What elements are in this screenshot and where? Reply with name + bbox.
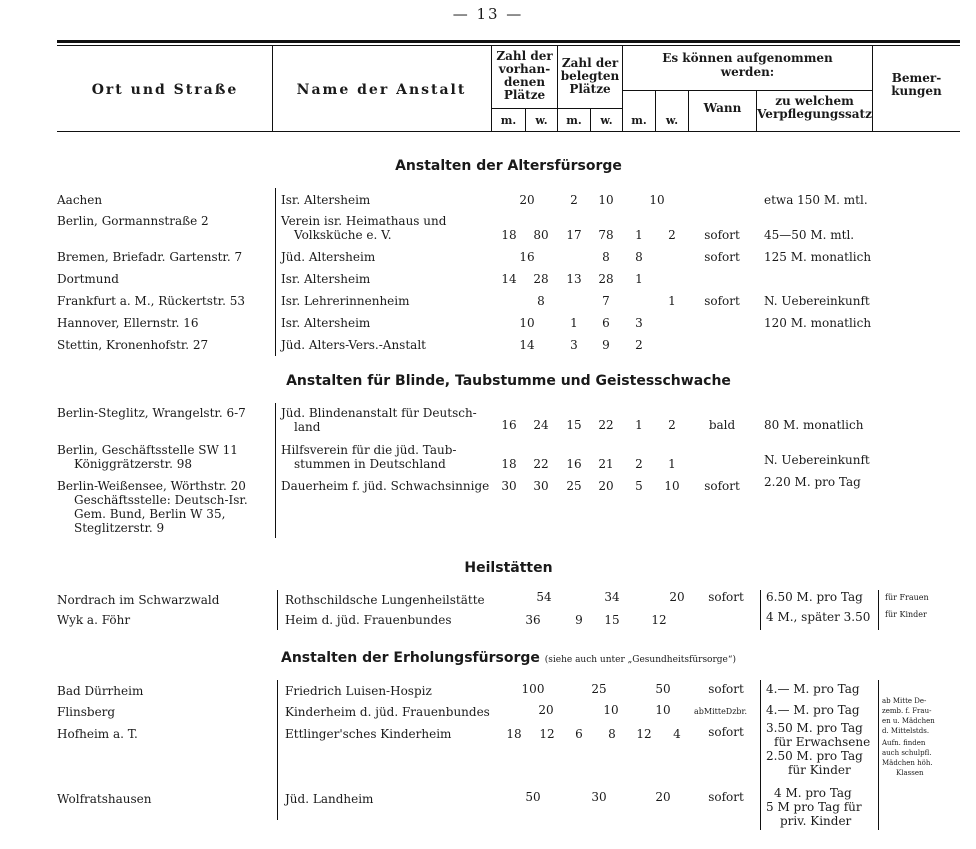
row-hannover-a-m: 3 [635,316,643,330]
bem-line: Aufn. finden [882,739,926,747]
row-dortmund-b-m: 13 [566,272,582,286]
row-geschaeftsstelle-v-m: 18 [501,457,517,471]
row-steglitz-b-w: 22 [598,418,614,432]
row-dortmund-v-w: 28 [533,272,549,286]
row-wolfratshausen-vorhanden: 50 [525,790,541,804]
header-aufnahme-1: Es können aufgenommen [662,51,833,65]
row-steglitz-satz: 80 M. monatlich [764,418,864,432]
row-dortmund-a-m: 1 [635,272,643,286]
row-dortmund-name: Isr. Altersheim [281,272,371,286]
bem-line: en u. Mädchen [882,717,935,725]
row-duerrheim-ort: Bad Dürrheim [57,684,144,698]
row-bremen-vorhanden: 16 [519,250,535,264]
row-geschaeftsstelle-a-w: 1 [668,457,676,471]
header-aufnahme-2: werden: [720,65,775,79]
row-berlin-gormann-name-1: Verein isr. Heimathaus und [281,214,447,228]
row-duerrheim-aufnahme: 50 [655,682,671,696]
header-ort: Ort und Straße [91,82,239,98]
section-heading-altersfuersorge: Anstalten der Altersfürsorge [395,158,622,174]
row-nordrach-b-w: 34 [604,590,620,604]
header-bem-2: kungen [891,84,942,98]
row-nordrach-bem: für Frauen [885,593,929,602]
bem-line: auch schulpfl. [882,749,932,757]
row-steglitz-a-w: 2 [668,418,676,432]
row-hofheim-satz-3: 2.50 M. pro Tag [766,749,863,763]
row-weissensee-v-m: 30 [501,479,517,493]
row-weissensee-b-w: 20 [598,479,614,493]
row-geschaeftsstelle-ort-2: Königgrätzerstr. 98 [74,457,192,471]
row-nordrach-satz: 6.50 M. pro Tag [766,590,863,604]
header-v-m: m. [500,114,517,127]
row-wolfratshausen-belegt: 30 [591,790,607,804]
row-weissensee-ort-1: Berlin-Weißensee, Wörthstr. 20 [57,479,246,493]
row-aachen-aufnahme: 10 [649,193,665,207]
row-stettin-name: Jüd. Alters-Vers.-Anstalt [281,338,426,352]
row-bremen-ort: Bremen, Briefadr. Gartenstr. 7 [57,250,243,264]
row-berlin-gormann-b-m: 17 [566,228,582,242]
row-bremen-name: Jüd. Altersheim [281,250,376,264]
row-weissensee-name: Dauerheim f. jüd. Schwachsinnige [281,479,490,493]
row-aachen-vorhanden: 20 [519,193,535,207]
bem-line: d. Mittelstds. [882,727,930,735]
row-frankfurt-name: Isr. Lehrerinnenheim [281,294,410,308]
row-frankfurt-ort: Frankfurt a. M., Rückertstr. 53 [57,294,245,308]
row-bremen-satz: 125 M. monatlich [764,250,872,264]
row-hannover-name: Isr. Altersheim [281,316,371,330]
header-b-m: m. [566,114,582,127]
row-aachen-satz: etwa 150 M. mtl. [764,193,868,207]
row-flinsberg-wann: abMitteDzbr. [694,707,748,716]
bem-line: zemb. f. Frau- [882,707,932,715]
row-flinsberg-b-w: 10 [603,703,619,717]
row-nordrach-a-w: 20 [669,590,685,604]
row-aachen-ort: Aachen [57,193,103,207]
row-wyk-a-m: 12 [651,613,667,627]
row-hofheim-v-m: 18 [506,727,522,741]
header-satz-2: Verpflegungssatz [757,107,872,121]
row-berlin-gormann-v-w: 80 [533,228,549,242]
row-weissensee-satz: 2.20 M. pro Tag [764,475,861,489]
row-hofheim-v-w: 12 [539,727,555,741]
row-flinsberg-ort: Flinsberg [57,705,116,719]
row-frankfurt-satz: N. Uebereinkunft [764,294,870,308]
row-steglitz-v-w: 24 [533,418,549,432]
row-stettin-a-m: 2 [635,338,643,352]
row-dortmund-b-w: 28 [598,272,614,286]
header-vorhanden-2: vorhan- [498,62,551,76]
header-top-rule [57,40,960,43]
row-hofheim-b-w: 8 [608,727,616,741]
header-a-w: w. [665,114,679,127]
row-stettin-b-w: 9 [602,338,610,352]
row-hannover-satz: 120 M. monatlich [764,316,872,330]
row-geschaeftsstelle-v-w: 22 [533,457,549,471]
header-b-w: w. [600,114,613,127]
row-geschaeftsstelle-name-2: stummen in Deutschland [294,457,446,471]
header-v-w: w. [535,114,548,127]
row-nordrach-wann: sofort [708,590,744,604]
row-berlin-gormann-name-2: Volksküche e. V. [294,228,392,242]
header-satz-1: zu welchem [775,94,854,108]
row-hofheim-satz-1: 3.50 M. pro Tag [766,721,863,735]
row-steglitz-v-m: 16 [501,418,517,432]
header-belegt-2: belegten [560,69,620,83]
section-heading-erholungsfuersorge [57,650,960,666]
row-weissensee-a-w: 10 [664,479,680,493]
row-geschaeftsstelle-b-w: 21 [598,457,614,471]
row-geschaeftsstelle-a-m: 2 [635,457,643,471]
row-hofheim-satz-2: für Erwachsene [774,735,871,749]
row-wolfratshausen-ort: Wolfratshausen [57,792,152,806]
row-wyk-name: Heim d. jüd. Frauenbundes [285,613,452,627]
row-frankfurt-b-w: 7 [602,294,610,308]
row-steglitz-b-m: 15 [566,418,582,432]
row-hannover-vorhanden: 10 [519,316,535,330]
row-nordrach-v-w: 54 [536,590,552,604]
row-duerrheim-vorhanden: 100 [521,682,545,696]
row-weissensee-ort-4: Steglitzerstr. 9 [74,521,165,535]
row-wolfratshausen-satz-1: 4 M. pro Tag [774,786,852,800]
row-aachen-belegt-w: 10 [598,193,614,207]
row-flinsberg-aufnahme: 10 [655,703,671,717]
header-bottom-rule [57,131,960,132]
row-frankfurt-v-w: 8 [537,294,545,308]
row-weissensee-ort-3: Gem. Bund, Berlin W 35, [74,507,226,521]
row-duerrheim-belegt: 25 [591,682,607,696]
page-number: — 13 — [452,5,524,23]
row-aachen-name: Isr. Altersheim [281,193,371,207]
row-flinsberg-satz: 4.— M. pro Tag [766,703,860,717]
row-weissensee-a-m: 5 [635,479,643,493]
header-top-rule-thin [57,45,960,46]
row-wolfratshausen-satz-3: priv. Kinder [780,814,852,828]
row-stettin-b-m: 3 [570,338,578,352]
row-steglitz-name-1: Jüd. Blindenanstalt für Deutsch- [281,406,477,420]
header-vorhanden-1: Zahl der [496,49,553,63]
row-geschaeftsstelle-b-m: 16 [566,457,582,471]
row-steglitz-name-2: land [294,420,321,434]
row-weissensee-v-w: 30 [533,479,549,493]
row-wyk-bem: für Kinder [885,610,927,619]
row-hannover-b-w: 6 [602,316,610,330]
row-hofheim-ort: Hofheim a. T. [57,727,138,741]
row-flinsberg-v-w: 20 [538,703,554,717]
row-steglitz-a-m: 1 [635,418,643,432]
header-name: Name der Anstalt [296,82,467,98]
row-steglitz-ort: Berlin-Steglitz, Wrangelstr. 6-7 [57,406,246,420]
bem-line: Klassen [896,769,924,777]
row-hofheim-satz-4: für Kinder [788,763,851,777]
header-belegt-1: Zahl der [561,56,619,70]
row-weissensee-b-m: 25 [566,479,582,493]
row-berlin-gormann-a-m: 1 [635,228,643,242]
row-berlin-gormann-b-w: 78 [598,228,614,242]
row-berlin-gormann-a-w: 2 [668,228,676,242]
row-frankfurt-a-w: 1 [668,294,676,308]
header-wann: Wann [703,101,742,115]
row-stettin-ort: Stettin, Kronenhofstr. 27 [57,338,209,352]
row-berlin-gormann-wann: sofort [704,228,740,242]
row-bremen-belegt-w: 8 [602,250,610,264]
bem-line: Mädchen höh. [882,759,933,767]
row-nordrach-ort: Nordrach im Schwarzwald [57,593,220,607]
section-heading-erholungsfuersorge-note: (siehe auch unter „Gesundheitsfürsorge“) [544,655,736,665]
row-stettin-vorhanden: 14 [519,338,535,352]
row-flinsberg-name: Kinderheim d. jüd. Frauenbundes [285,705,490,719]
section-heading-blinde-taubstumme: Anstalten für Blinde, Taubstumme und Geistesschwache [286,373,731,389]
header-a-m: m. [631,114,647,127]
row-wolfratshausen-satz-2: 5 M pro Tag für [766,800,862,814]
bem-line: ab Mitte De- [882,697,927,705]
row-weissensee-ort-2: Geschäftsstelle: Deutsch-Isr. [74,493,248,507]
row-wyk-vorhanden: 36 [525,613,541,627]
row-wyk-satz: 4 M., später 3.50 [766,610,871,624]
row-dortmund-v-m: 14 [501,272,517,286]
row-hofheim-wann: sofort [708,725,744,739]
row-berlin-gormann-v-m: 18 [501,228,517,242]
row-aachen-belegt-m: 2 [570,193,578,207]
row-nordrach-name: Rothschildsche Lungenheilstätte [285,593,485,607]
row-bremen-wann: sofort [704,250,740,264]
row-hofheim-name: Ettlinger'sches Kinderheim [285,727,452,741]
row-wolfratshausen-aufnahme: 20 [655,790,671,804]
row-steglitz-wann: bald [708,418,736,432]
row-hofheim-b-m: 6 [575,727,583,741]
section-heading-erholungsfuersorge-title: Anstalten der Erholungsfürsorge [281,650,540,666]
row-weissensee-wann: sofort [704,479,740,493]
row-berlin-gormann-satz: 45—50 M. mtl. [764,228,855,242]
row-duerrheim-name: Friedrich Luisen-Hospiz [285,684,432,698]
row-wyk-b-m: 9 [575,613,583,627]
row-hofheim-a-m: 12 [636,727,652,741]
row-hannover-b-m: 1 [570,316,578,330]
row-dortmund-ort: Dortmund [57,272,119,286]
row-duerrheim-satz: 4.— M. pro Tag [766,682,860,696]
header-vorhanden-4: Plätze [503,88,546,102]
section-heading-heilstaetten: Heilstätten [464,560,553,576]
row-hofheim-a-w: 4 [673,727,681,741]
row-frankfurt-wann: sofort [704,294,740,308]
header-belegt-3: Plätze [569,82,611,96]
row-wolfratshausen-name: Jüd. Landheim [285,792,374,806]
row-geschaeftsstelle-satz: N. Uebereinkunft [764,453,870,467]
row-wyk-ort: Wyk a. Föhr [57,613,131,627]
row-duerrheim-wann: sofort [708,682,744,696]
row-geschaeftsstelle-ort-1: Berlin, Geschäftsstelle SW 11 [57,443,238,457]
header-bem-1: Bemer- [891,71,942,85]
row-hannover-ort: Hannover, Ellernstr. 16 [57,316,199,330]
row-geschaeftsstelle-name-1: Hilfsverein für die jüd. Taub- [281,443,457,457]
row-berlin-gormann-ort: Berlin, Gormannstraße 2 [57,214,209,228]
row-wolfratshausen-wann: sofort [708,790,744,804]
row-wyk-b-w: 15 [604,613,620,627]
header-vorhanden-3: denen [503,75,546,89]
row-bremen-aufnahme-m: 8 [635,250,643,264]
